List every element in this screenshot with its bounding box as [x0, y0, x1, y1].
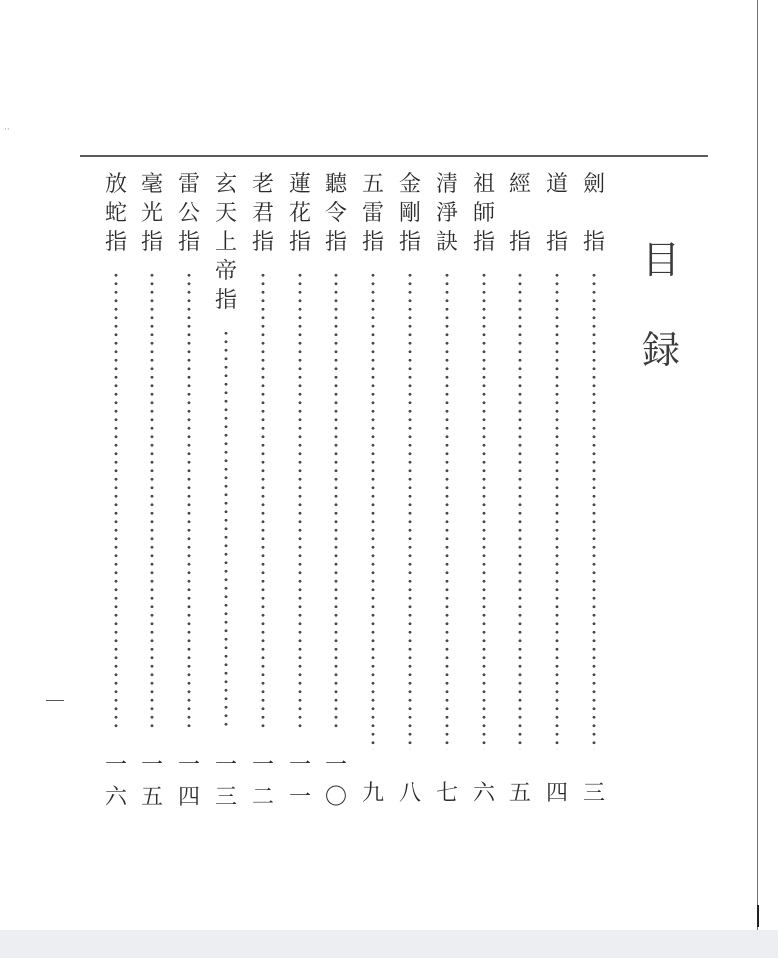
toc-entry-label — [322, 170, 350, 257]
toc-entry-label — [433, 170, 461, 257]
dot-leader — [482, 271, 486, 750]
dot-leader — [555, 271, 559, 750]
toc-entry-label — [359, 170, 387, 257]
toc-entry-page — [102, 750, 130, 814]
toc-entry-page-char: 四 — [545, 781, 568, 806]
toc-entry-label-char: 蓮 — [288, 172, 311, 197]
toc-entry-label — [102, 170, 130, 257]
toc-entry-page — [543, 778, 571, 810]
toc-entry-label-char: 指 — [361, 230, 384, 255]
toc-entry-page — [322, 750, 350, 814]
margin-dash — [46, 700, 64, 701]
page-edge-mark — [757, 905, 759, 927]
toc-entry-label-char: 雷 — [361, 201, 384, 226]
toc-entry-page-char: 三 — [582, 781, 605, 806]
dot-leader — [445, 271, 449, 750]
toc-entry-label-char: 光 — [140, 201, 163, 226]
toc-entry-label-char: 淨 — [435, 201, 458, 226]
toc-entry-label-char: 老 — [251, 172, 274, 197]
toc-entry-page-char: 四 — [177, 785, 200, 810]
toc-entry — [580, 170, 608, 810]
toc-entry-page — [506, 778, 534, 810]
toc-entry — [470, 170, 498, 810]
dot-leader — [114, 271, 118, 730]
toc-entry-label-char: 指 — [288, 230, 311, 255]
toc-entry-page — [359, 778, 387, 810]
toc-entry-label-char: 雷 — [177, 172, 200, 197]
toc-entry — [249, 170, 277, 810]
toc-entry-label-char: 指 — [472, 230, 495, 255]
toc-title — [641, 240, 681, 370]
dot-leader — [187, 271, 191, 730]
toc-entry-label-char: 毫 — [140, 172, 163, 197]
toc-entry-page — [396, 778, 424, 810]
toc-entry-page — [286, 750, 314, 814]
toc-entry-label-char: 訣 — [435, 230, 458, 255]
dot-leader — [224, 329, 228, 730]
toc-entry-page-char: 五 — [508, 781, 531, 806]
dot-leader — [518, 271, 522, 750]
toc-entry-label-char: 公 — [177, 201, 200, 226]
dot-leader — [371, 271, 375, 750]
toc-entry-label-char: 帝 — [214, 259, 237, 284]
toc-entry — [286, 170, 314, 810]
toc-entry — [322, 170, 350, 810]
toc-entry-page-char: 五 — [140, 785, 163, 810]
toc-entry-label-char — [543, 199, 571, 228]
top-rule — [80, 155, 708, 157]
toc-entry-label-char: 五 — [361, 172, 384, 197]
toc-entry — [506, 170, 534, 810]
dot-leader — [150, 271, 154, 730]
toc-entry — [138, 170, 166, 810]
toc-entry-label-char: 花 — [288, 201, 311, 226]
toc-entry-label-char: 天 — [214, 201, 237, 226]
toc-entry-label — [506, 170, 534, 257]
toc-entry-label-char — [580, 199, 608, 228]
dot-leader — [261, 271, 265, 730]
toc-entry-page — [212, 750, 240, 814]
toc-entry-page-char: 六 — [104, 785, 127, 810]
toc-entry-label-char: 指 — [214, 288, 237, 313]
toc-entry — [396, 170, 424, 810]
toc-entry-page-char: 六 — [472, 781, 495, 806]
toc-entry-page — [249, 750, 277, 814]
toc-entry-label-char: 指 — [177, 230, 200, 255]
toc-entry-label-char: 祖 — [472, 172, 495, 197]
toc-entry-label-char: 君 — [251, 201, 274, 226]
toc-entry-label-char: 令 — [324, 201, 347, 226]
toc-entry-label — [249, 170, 277, 257]
toc-entry-page-char: 一 — [140, 753, 163, 778]
toc-entry-page-char: 一 — [288, 753, 311, 778]
toc-entry-page — [470, 778, 498, 810]
toc-entry-label-char: 指 — [324, 230, 347, 255]
toc-entry — [212, 170, 240, 810]
toc-entry-page-char: 一 — [288, 785, 311, 810]
viewer-bottom-band — [0, 930, 778, 958]
toc-entry-page-char: 一 — [324, 753, 347, 778]
toc-entry-label-char: 清 — [435, 172, 458, 197]
toc-entry-label-char: 經 — [508, 172, 531, 197]
toc-entry-label-char: 聽 — [324, 172, 347, 197]
toc-entry-label-char: 道 — [545, 172, 568, 197]
toc-entry — [102, 170, 130, 810]
toc-entry — [433, 170, 461, 810]
toc-entry-page-char: 二 — [251, 785, 274, 810]
toc-entry-label-char: 指 — [104, 230, 127, 255]
toc-entry-label — [175, 170, 203, 257]
toc-title-char: 録 — [641, 328, 680, 372]
toc-entry-label-char: 放 — [104, 172, 127, 197]
toc-entry-page — [175, 750, 203, 814]
toc-entry-page-char: 〇 — [324, 785, 347, 810]
toc-entry-page-char: 一 — [177, 753, 200, 778]
toc-entry-label-char: 指 — [398, 230, 421, 255]
toc-entry-label-char: 師 — [472, 201, 495, 226]
toc-entry-label-char: 上 — [214, 230, 237, 255]
toc-entry — [543, 170, 571, 810]
toc-entry-page-char: 三 — [214, 785, 237, 810]
page-edge-line — [757, 0, 758, 930]
toc-entry — [175, 170, 203, 810]
toc-entry-label-char: 金 — [398, 172, 421, 197]
toc-entry-label-char: 指 — [508, 230, 531, 255]
toc-entry-page-char: 八 — [398, 781, 421, 806]
toc-entry-label — [138, 170, 166, 257]
dot-leader — [298, 271, 302, 730]
toc-entry-label — [212, 170, 240, 315]
scan-speck: ·· — [4, 125, 10, 135]
toc-entry-label — [580, 170, 608, 257]
dot-leader — [408, 271, 412, 750]
toc-entry-label — [470, 170, 498, 257]
toc-entry-page-char: 七 — [435, 781, 458, 806]
toc-entry-label-char — [506, 199, 534, 228]
dot-leader — [334, 271, 338, 730]
toc-entry-label — [286, 170, 314, 257]
toc-entry-label-char: 劍 — [582, 172, 605, 197]
toc-entry-label-char: 指 — [582, 230, 605, 255]
toc-entry — [359, 170, 387, 810]
toc-entry-label-char: 玄 — [214, 172, 237, 197]
toc-entry-label — [543, 170, 571, 257]
toc-entry-page-char: 一 — [251, 753, 274, 778]
toc-entry-page-char: 一 — [104, 753, 127, 778]
toc-entry-page-char: 九 — [361, 781, 384, 806]
toc-entry-label — [396, 170, 424, 257]
toc-entry-page — [138, 750, 166, 814]
toc-entry-label-char: 蛇 — [104, 201, 127, 226]
toc-entry-page-char: 一 — [214, 753, 237, 778]
toc-entry-page — [580, 778, 608, 810]
toc-title-char: 目 — [641, 238, 680, 282]
dot-leader — [592, 271, 596, 750]
toc-entry-page — [433, 778, 461, 810]
toc-entry-label-char: 指 — [140, 230, 163, 255]
toc-entry-label-char: 剛 — [398, 201, 421, 226]
toc-entry-label-char: 指 — [545, 230, 568, 255]
toc-entry-label-char: 指 — [251, 230, 274, 255]
